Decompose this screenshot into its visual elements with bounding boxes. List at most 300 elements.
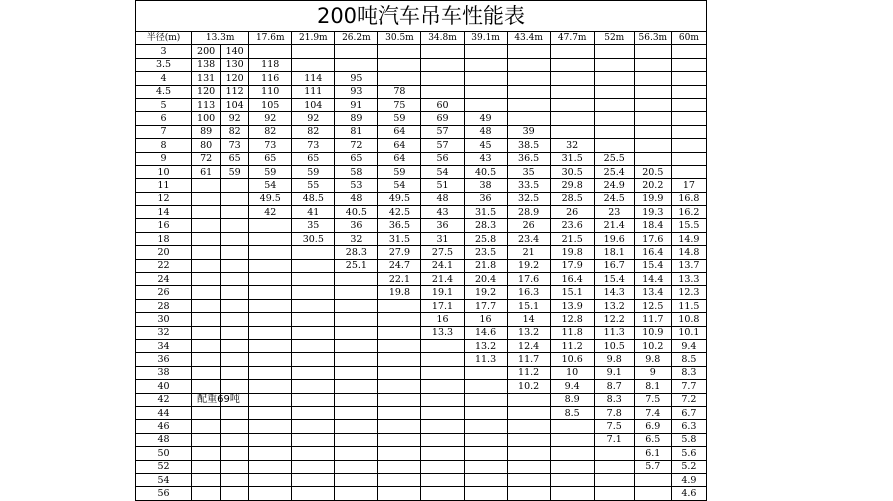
- boom-header: 30.5m: [378, 32, 421, 45]
- capacity-cell: [192, 192, 221, 205]
- capacity-cell: 73: [221, 139, 249, 152]
- capacity-cell: 16: [464, 313, 507, 326]
- capacity-cell: 100: [192, 112, 221, 125]
- table-row: [136, 139, 707, 152]
- capacity-cell: [421, 473, 464, 486]
- capacity-cell: 21.8: [464, 259, 507, 272]
- capacity-cell: [464, 433, 507, 446]
- capacity-cell: [464, 487, 507, 500]
- capacity-cell: [292, 259, 335, 272]
- capacity-cell: 28.5: [550, 192, 594, 205]
- radius-cell: 18: [136, 232, 192, 245]
- capacity-cell: 200: [192, 45, 221, 58]
- capacity-cell: 26: [550, 206, 594, 219]
- capacity-cell: 31: [421, 232, 464, 245]
- capacity-cell: 27.9: [378, 246, 421, 259]
- capacity-cell: 36.5: [378, 219, 421, 232]
- capacity-cell: 25.8: [464, 232, 507, 245]
- capacity-cell: 120: [221, 72, 249, 85]
- table-row: [136, 299, 707, 312]
- capacity-cell: 92: [221, 112, 249, 125]
- capacity-cell: 38.5: [507, 139, 550, 152]
- capacity-cell: [192, 406, 221, 419]
- capacity-cell: [221, 487, 249, 500]
- radius-cell: 26: [136, 286, 192, 299]
- boom-header: 60m: [671, 32, 706, 45]
- table-row: [136, 192, 707, 205]
- capacity-cell: 28.3: [464, 219, 507, 232]
- capacity-cell: [671, 112, 706, 125]
- radius-cell: 42: [136, 393, 192, 406]
- capacity-cell: 42: [249, 206, 292, 219]
- capacity-cell: 49.5: [249, 192, 292, 205]
- capacity-cell: 17.6: [507, 273, 550, 286]
- table-row: [136, 85, 707, 98]
- capacity-cell: [634, 473, 671, 486]
- table-row: [136, 179, 707, 192]
- capacity-cell: 120: [192, 85, 221, 98]
- capacity-cell: 35: [292, 219, 335, 232]
- capacity-cell: [249, 433, 292, 446]
- sheet-title: 200吨汽车吊车性能表: [135, 0, 707, 31]
- capacity-cell: 118: [249, 58, 292, 71]
- capacity-cell: [464, 447, 507, 460]
- capacity-cell: [292, 286, 335, 299]
- capacity-cell: [292, 447, 335, 460]
- capacity-cell: [378, 45, 421, 58]
- capacity-cell: 9.4: [550, 380, 594, 393]
- capacity-cell: 5.7: [634, 460, 671, 473]
- boom-header: 21.9m: [292, 32, 335, 45]
- capacity-cell: [221, 232, 249, 245]
- capacity-cell: [594, 112, 634, 125]
- capacity-cell: 18.4: [634, 219, 671, 232]
- table-row: [136, 125, 707, 138]
- capacity-cell: 111: [292, 85, 335, 98]
- capacity-cell: [421, 339, 464, 352]
- capacity-cell: [421, 406, 464, 419]
- capacity-cell: [335, 58, 378, 71]
- capacity-cell: 59: [221, 165, 249, 178]
- capacity-cell: 10.2: [507, 380, 550, 393]
- capacity-cell: [464, 98, 507, 111]
- capacity-cell: 16.3: [507, 286, 550, 299]
- capacity-cell: [292, 460, 335, 473]
- capacity-cell: [292, 339, 335, 352]
- radius-cell: 5: [136, 98, 192, 111]
- capacity-cell: 24.5: [594, 192, 634, 205]
- capacity-cell: [221, 192, 249, 205]
- table-row: [136, 286, 707, 299]
- capacity-cell: [249, 45, 292, 58]
- capacity-cell: 7.5: [634, 393, 671, 406]
- capacity-cell: 59: [378, 165, 421, 178]
- capacity-cell: [221, 273, 249, 286]
- table-row: [136, 45, 707, 58]
- capacity-cell: 17: [671, 179, 706, 192]
- capacity-cell: 65: [221, 152, 249, 165]
- capacity-cell: [249, 286, 292, 299]
- capacity-cell: [671, 152, 706, 165]
- capacity-cell: [192, 259, 221, 272]
- table-row: [136, 112, 707, 125]
- capacity-cell: [507, 112, 550, 125]
- capacity-cell: [192, 380, 221, 393]
- capacity-cell: [335, 393, 378, 406]
- capacity-cell: 73: [292, 139, 335, 152]
- capacity-cell: 9.8: [594, 353, 634, 366]
- capacity-cell: 13.2: [464, 339, 507, 352]
- capacity-cell: 27.5: [421, 246, 464, 259]
- capacity-cell: [634, 139, 671, 152]
- capacity-cell: [192, 313, 221, 326]
- capacity-cell: 21.4: [421, 273, 464, 286]
- capacity-cell: 15.4: [594, 273, 634, 286]
- capacity-cell: 65: [335, 152, 378, 165]
- radius-cell: 56: [136, 487, 192, 500]
- capacity-cell: 6.1: [634, 447, 671, 460]
- capacity-cell: [378, 487, 421, 500]
- capacity-cell: [249, 326, 292, 339]
- capacity-cell: 11.3: [464, 353, 507, 366]
- capacity-cell: 8.5: [550, 406, 594, 419]
- capacity-cell: 65: [249, 152, 292, 165]
- capacity-cell: [335, 286, 378, 299]
- capacity-cell: [192, 487, 221, 500]
- radius-cell: 10: [136, 165, 192, 178]
- capacity-cell: [550, 98, 594, 111]
- capacity-cell: 15.1: [507, 299, 550, 312]
- capacity-cell: [550, 58, 594, 71]
- capacity-cell: [249, 460, 292, 473]
- capacity-cell: 56: [421, 152, 464, 165]
- radius-cell: 30: [136, 313, 192, 326]
- radius-cell: 36: [136, 353, 192, 366]
- performance-table: [135, 31, 707, 501]
- capacity-cell: [335, 433, 378, 446]
- capacity-cell: [335, 447, 378, 460]
- capacity-cell: [634, 85, 671, 98]
- capacity-cell: 8.3: [671, 366, 706, 379]
- capacity-cell: 59: [292, 165, 335, 178]
- radius-cell: 44: [136, 406, 192, 419]
- capacity-cell: 10.9: [634, 326, 671, 339]
- capacity-cell: [550, 45, 594, 58]
- capacity-cell: [671, 85, 706, 98]
- capacity-cell: [221, 179, 249, 192]
- capacity-cell: [192, 273, 221, 286]
- capacity-cell: 36: [464, 192, 507, 205]
- capacity-cell: [221, 326, 249, 339]
- capacity-cell: [192, 326, 221, 339]
- capacity-cell: [292, 406, 335, 419]
- capacity-cell: 32: [335, 232, 378, 245]
- capacity-cell: [507, 487, 550, 500]
- capacity-cell: [292, 58, 335, 71]
- capacity-cell: 89: [335, 112, 378, 125]
- capacity-cell: [464, 366, 507, 379]
- capacity-cell: [464, 58, 507, 71]
- capacity-cell: [335, 313, 378, 326]
- capacity-cell: [335, 366, 378, 379]
- boom-header: 56.3m: [634, 32, 671, 45]
- capacity-cell: [221, 219, 249, 232]
- capacity-cell: [671, 58, 706, 71]
- table-row: [136, 152, 707, 165]
- capacity-cell: 9: [634, 366, 671, 379]
- capacity-cell: 16: [421, 313, 464, 326]
- capacity-cell: 12.2: [594, 313, 634, 326]
- capacity-cell: 21.4: [594, 219, 634, 232]
- capacity-cell: 12.4: [507, 339, 550, 352]
- radius-cell: 54: [136, 473, 192, 486]
- capacity-cell: [192, 179, 221, 192]
- capacity-cell: 31.5: [378, 232, 421, 245]
- capacity-cell: [507, 420, 550, 433]
- capacity-cell: 6.5: [634, 433, 671, 446]
- capacity-cell: 31.5: [550, 152, 594, 165]
- capacity-cell: [594, 98, 634, 111]
- radius-cell: 6: [136, 112, 192, 125]
- capacity-cell: [550, 447, 594, 460]
- capacity-cell: 5.6: [671, 447, 706, 460]
- capacity-cell: 10.8: [671, 313, 706, 326]
- capacity-cell: 39: [507, 125, 550, 138]
- capacity-cell: 8.5: [671, 353, 706, 366]
- capacity-cell: [671, 125, 706, 138]
- capacity-cell: [221, 406, 249, 419]
- radius-cell: 11: [136, 179, 192, 192]
- table-row: [136, 165, 707, 178]
- radius-cell: 46: [136, 420, 192, 433]
- capacity-cell: [550, 433, 594, 446]
- table-row: [136, 393, 707, 406]
- capacity-cell: [634, 45, 671, 58]
- capacity-cell: 14.3: [594, 286, 634, 299]
- capacity-cell: 116: [249, 72, 292, 85]
- capacity-cell: [192, 246, 221, 259]
- capacity-cell: 12.5: [634, 299, 671, 312]
- capacity-cell: [421, 72, 464, 85]
- capacity-cell: 95: [335, 72, 378, 85]
- capacity-cell: [292, 326, 335, 339]
- capacity-cell: [671, 98, 706, 111]
- table-row: [136, 366, 707, 379]
- capacity-cell: [335, 339, 378, 352]
- capacity-cell: 20.4: [464, 273, 507, 286]
- capacity-cell: [192, 447, 221, 460]
- capacity-cell: 11.8: [550, 326, 594, 339]
- capacity-cell: 140: [221, 45, 249, 58]
- capacity-cell: [249, 473, 292, 486]
- capacity-cell: 14.4: [634, 273, 671, 286]
- radius-cell: 12: [136, 192, 192, 205]
- table-row: [136, 326, 707, 339]
- capacity-cell: [378, 339, 421, 352]
- capacity-cell: [249, 246, 292, 259]
- table-row: [136, 313, 707, 326]
- capacity-cell: 57: [421, 139, 464, 152]
- capacity-cell: 92: [249, 112, 292, 125]
- radius-cell: 50: [136, 447, 192, 460]
- capacity-cell: [249, 447, 292, 460]
- capacity-cell: 42.5: [378, 206, 421, 219]
- capacity-cell: 10.6: [550, 353, 594, 366]
- table-row: [136, 259, 707, 272]
- radius-cell: 9: [136, 152, 192, 165]
- capacity-cell: [550, 460, 594, 473]
- capacity-cell: [192, 299, 221, 312]
- capacity-cell: [421, 58, 464, 71]
- capacity-cell: 92: [292, 112, 335, 125]
- capacity-cell: 69: [421, 112, 464, 125]
- capacity-cell: [507, 393, 550, 406]
- capacity-cell: [335, 299, 378, 312]
- capacity-cell: 48: [421, 192, 464, 205]
- capacity-cell: [378, 299, 421, 312]
- capacity-cell: [221, 339, 249, 352]
- capacity-cell: 23.5: [464, 246, 507, 259]
- capacity-cell: 48: [335, 192, 378, 205]
- capacity-cell: 32.5: [507, 192, 550, 205]
- capacity-cell: [421, 45, 464, 58]
- capacity-cell: 54: [249, 179, 292, 192]
- radius-cell: 3.5: [136, 58, 192, 71]
- capacity-cell: 13.2: [594, 299, 634, 312]
- capacity-cell: 7.2: [671, 393, 706, 406]
- capacity-cell: [594, 487, 634, 500]
- capacity-cell: [378, 393, 421, 406]
- capacity-cell: 16.4: [550, 273, 594, 286]
- radius-header: 半径(m): [136, 32, 192, 45]
- capacity-cell: [464, 85, 507, 98]
- boom-header: 13.3m: [192, 32, 249, 45]
- capacity-cell: 15.1: [550, 286, 594, 299]
- capacity-cell: 24.7: [378, 259, 421, 272]
- capacity-cell: 11.2: [507, 366, 550, 379]
- capacity-cell: 13.3: [421, 326, 464, 339]
- capacity-cell: 16.4: [634, 246, 671, 259]
- capacity-cell: [550, 420, 594, 433]
- capacity-cell: 58: [335, 165, 378, 178]
- capacity-cell: [421, 433, 464, 446]
- radius-cell: 24: [136, 273, 192, 286]
- capacity-cell: [507, 447, 550, 460]
- capacity-cell: 64: [378, 152, 421, 165]
- capacity-cell: 28.3: [335, 246, 378, 259]
- capacity-cell: 8.7: [594, 380, 634, 393]
- radius-cell: 16: [136, 219, 192, 232]
- capacity-cell: [464, 393, 507, 406]
- capacity-cell: 19.8: [378, 286, 421, 299]
- capacity-cell: 43: [464, 152, 507, 165]
- capacity-cell: [594, 473, 634, 486]
- capacity-cell: 75: [378, 98, 421, 111]
- capacity-cell: 112: [221, 85, 249, 98]
- capacity-cell: 14.8: [671, 246, 706, 259]
- table-row: [136, 460, 707, 473]
- capacity-cell: [221, 380, 249, 393]
- capacity-cell: [594, 85, 634, 98]
- capacity-cell: [249, 232, 292, 245]
- capacity-cell: [249, 273, 292, 286]
- capacity-cell: [378, 447, 421, 460]
- capacity-cell: [671, 165, 706, 178]
- capacity-cell: [378, 433, 421, 446]
- capacity-cell: [378, 313, 421, 326]
- header-row: [136, 32, 707, 45]
- capacity-cell: [378, 353, 421, 366]
- capacity-cell: 32: [550, 139, 594, 152]
- capacity-cell: [221, 447, 249, 460]
- capacity-cell: 13.2: [507, 326, 550, 339]
- capacity-cell: 78: [378, 85, 421, 98]
- capacity-cell: [221, 246, 249, 259]
- capacity-cell: [421, 366, 464, 379]
- capacity-cell: [292, 380, 335, 393]
- table-row: [136, 420, 707, 433]
- capacity-cell: 64: [378, 139, 421, 152]
- capacity-cell: [671, 72, 706, 85]
- boom-header: 52m: [594, 32, 634, 45]
- capacity-cell: 8.1: [634, 380, 671, 393]
- radius-cell: 4.5: [136, 85, 192, 98]
- capacity-cell: 7.1: [594, 433, 634, 446]
- capacity-cell: [594, 139, 634, 152]
- capacity-cell: [421, 380, 464, 393]
- capacity-cell: [249, 420, 292, 433]
- capacity-cell: 9.4: [671, 339, 706, 352]
- capacity-cell: [594, 45, 634, 58]
- capacity-cell: [292, 246, 335, 259]
- capacity-cell: 13.9: [550, 299, 594, 312]
- capacity-cell: [192, 420, 221, 433]
- capacity-cell: [378, 58, 421, 71]
- capacity-cell: [378, 406, 421, 419]
- capacity-cell: [335, 406, 378, 419]
- capacity-cell: 23: [594, 206, 634, 219]
- radius-cell: 38: [136, 366, 192, 379]
- capacity-cell: [594, 460, 634, 473]
- capacity-cell: [221, 460, 249, 473]
- capacity-cell: [671, 45, 706, 58]
- capacity-cell: [292, 487, 335, 500]
- capacity-cell: 73: [249, 139, 292, 152]
- capacity-cell: [192, 353, 221, 366]
- capacity-cell: 40.5: [464, 165, 507, 178]
- capacity-cell: [378, 460, 421, 473]
- capacity-cell: [192, 232, 221, 245]
- capacity-cell: 4.9: [671, 473, 706, 486]
- table-row: [136, 353, 707, 366]
- capacity-cell: [550, 85, 594, 98]
- capacity-cell: 49: [464, 112, 507, 125]
- capacity-cell: 20.2: [634, 179, 671, 192]
- capacity-cell: 21.5: [550, 232, 594, 245]
- capacity-cell: 48: [464, 125, 507, 138]
- table-row: [136, 380, 707, 393]
- capacity-cell: [335, 473, 378, 486]
- boom-header: 39.1m: [464, 32, 507, 45]
- capacity-cell: [464, 380, 507, 393]
- capacity-cell: 19.9: [634, 192, 671, 205]
- capacity-cell: 12.8: [550, 313, 594, 326]
- capacity-cell: [249, 406, 292, 419]
- capacity-cell: 29.8: [550, 179, 594, 192]
- capacity-cell: 130: [221, 58, 249, 71]
- capacity-cell: 9.1: [594, 366, 634, 379]
- capacity-cell: 16.2: [671, 206, 706, 219]
